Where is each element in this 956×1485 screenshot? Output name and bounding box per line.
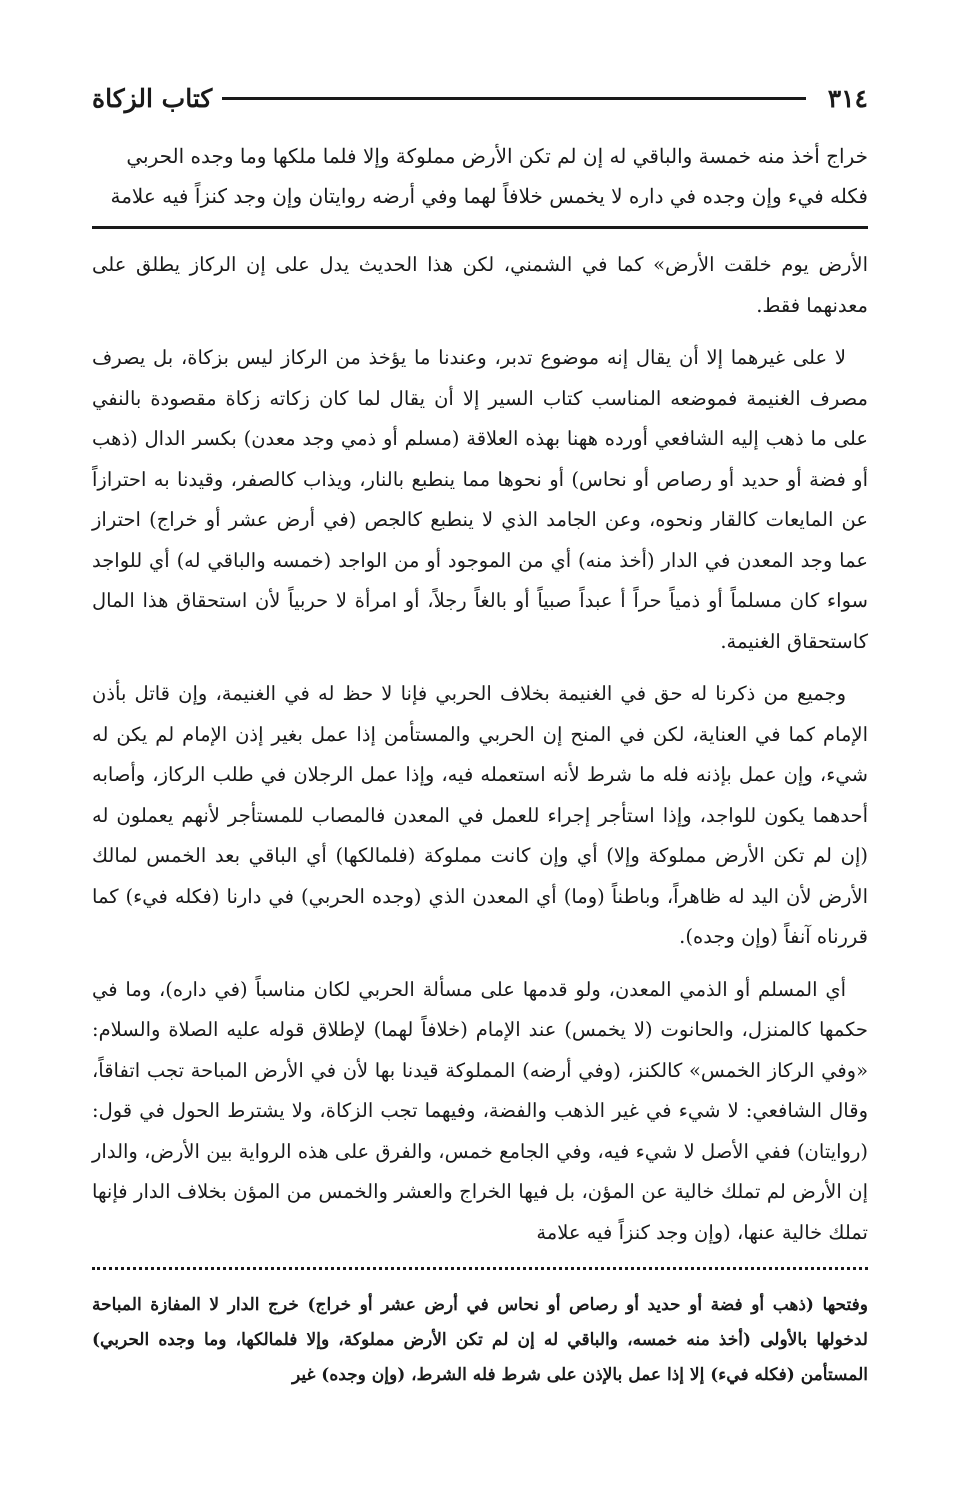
footnote-text: وفتحها (ذهب أو فضة أو حديد أو رصاص أو نحاس في أرض عشر أو خراج) خرج الدار لا المفازة المباحة لدخولها بالأولى (أخذ منه خمسه، والباقي له إن لم تكن الأرض مملوكة، وإلا فلمالكها، وما وجده الحربي) المستأمن (فكله فيء) إلا إذا عمل بالإذن على شرط فله الشرط، (وإن وجده) غير [92, 1295, 868, 1385]
header-rule [222, 97, 805, 100]
footnote-divider [92, 1267, 868, 1270]
main-text-line-2: فكله فيء وإن وجده في داره لا يخمس خلافاً لهما وفي أرضه روايتان وإن وجد كنزاً فيه علامة [110, 184, 868, 208]
commentary-paragraph: لا على غيرهما إلا أن يقال إنه موضوع تدبر، وعندنا ما يؤخذ من الركاز ليس بزكاة، بل يصرف مصرف الغنيمة فموضعه المناسب كتاب السير إلا أن يقال لما كان زكاته زكاة مقصودة بالنفي على ما ذهب إليه الشافعي أورده ههنا بهذه العلاقة (مسلم أو ذمي وجد معدن) بكسر الدال (ذهب أو فضة أو حديد أو رصاص أو نحاس) أو نحوها مما ينطبع بالنار، ويذاب كالصفر، وقيدنا به احترازاً عن المايعات كالقار ونحوه، وعن الجامد الذي لا ينطبع كالجص (في أرض عشر أو خراج) احتراز عما وجد المعدن في الدار (أخذ منه) أي من الموجود أو من الواجد (خمسه والباقي له) أي للواجد سواء كان مسلماً أو ذمياً حراً أ عبداً صبياً أو بالغاً رجلاً، أو امرأة لا حربياً لأن استحقاق هذا المال كاستحقاق الغنيمة. [92, 346, 868, 653]
section-divider [92, 226, 868, 229]
commentary-paragraph: أي المسلم أو الذمي المعدن، ولو قدمها على مسألة الحربي لكان مناسباً (في داره)، وما في حكمها كالمنزل، والحانوت (لا يخمس) عند الإمام (خلافاً لهما) لإطلاق قوله عليه الصلاة والسلام: «وفي الركاز الخمس» كالكنز، (وفي أرضه) المملوكة قيدنا بها لأن في الأرض المباحة تجب اتفاقاً، وقال الشافعي: لا شيء في غير الذهب والفضة، وفيهما تجب الزكاة، ولا يشترط الحول في قول: (روايتان) ففي الأصل لا شيء فيه، وفي الجامع خمس، والفرق على هذه الرواية بين الأرض، والدار إن الأرض لم تملك خالية عن المؤن، بل فيها الخراج والعشر والخمس من المؤن بخلاف الدار فإنها تملك خالية عنها، (وإن وجد كنزاً فيه علامة [92, 977, 868, 1244]
book-title: كتاب الزكاة [92, 83, 213, 113]
commentary [92, 245, 868, 1253]
commentary-paragraph: الأرض يوم خلقت الأرض» كما في الشمني، لكن هذا الحديث يدل على إن الركاز يطلق على معدنهما فقط. [92, 253, 868, 317]
page [92, 78, 868, 1393]
commentary-paragraph: وجميع من ذكرنا له حق في الغنيمة بخلاف الحربي فإنا لا حظ له في الغنيمة، وإن قاتل بأذن الإمام كما في العناية، لكن في المنح إن الحربي والمستأمن إذا عمل بغير إذن الإمام لم يكن له شيء، وإن عمل بإذنه فله ما شرط لأنه استعمله فيه، وإذا عمل الرجلان في طلب الركاز، وأصابه أحدهما يكون للواجد، وإذا استأجر إجراء للعمل في المعدن فالمصاب للمستأجر لأنهم يعملون له (إن لم تكن الأرض مملوكة وإلا) أي وإن كانت مملوكة (فلمالكها) أي الباقي بعد الخمس لمالك الأرض لأن اليد له ظاهراً، وباطناً (وما) أي المعدن الذي (وجده الحربي) في دارنا (فكله فيء) كما قررناه آنفاً (وإن وجده). [92, 682, 868, 948]
main-text [92, 136, 868, 216]
main-text-line-1: خراج أخذ منه خمسة والباقي له إن لم تكن الأرض مملوكة وإلا فلما ملكها وما وجده الحربي [126, 144, 868, 168]
page-number: ٣١٤ [827, 83, 868, 113]
running-header [92, 78, 868, 118]
